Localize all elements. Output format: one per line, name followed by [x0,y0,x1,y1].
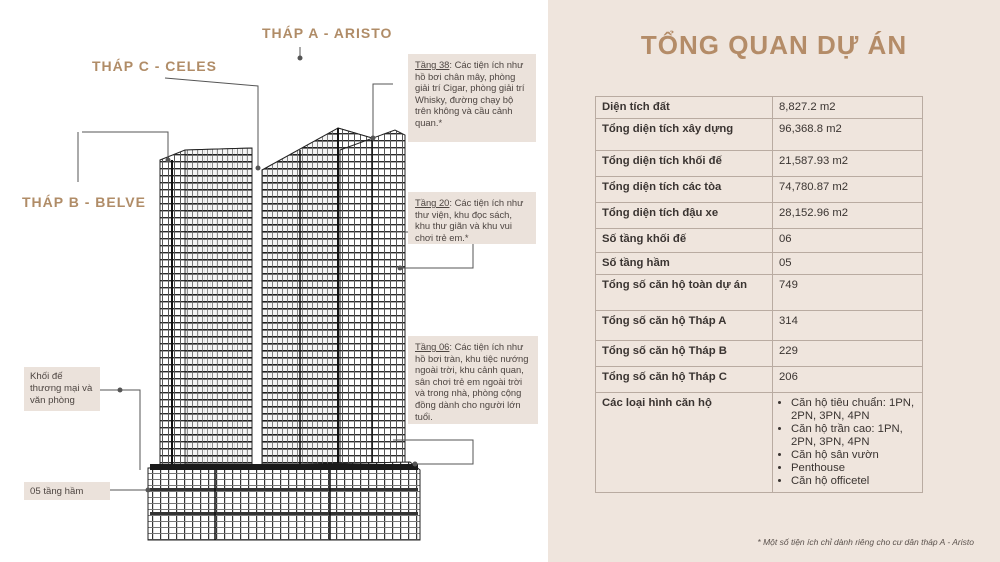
spec-value: 749 [773,275,923,311]
spec-key: Diện tích đất [596,97,773,119]
table-row [596,119,923,151]
spec-value: 8,827.2 m2 [773,97,923,119]
spec-value: 229 [773,341,923,367]
table-row [596,275,923,311]
spec-value: 21,587.93 m2 [773,151,923,177]
floor-20-label: Tầng 20 [415,197,450,208]
spec-table [595,96,923,493]
spec-value: 314 [773,311,923,341]
table-row [596,367,923,393]
apartment-types-list [779,397,916,488]
floor-06-label: Tầng 06 [415,341,450,352]
spec-key: Tổng diện tích khối đế [596,151,773,177]
spec-key: Tổng số căn hộ Tháp C [596,367,773,393]
spec-key: Tổng diện tích đậu xe [596,203,773,229]
table-row [596,203,923,229]
table-row [596,253,923,275]
callout-floor-20 [408,192,536,244]
overview-panel [548,0,1000,562]
floor-06-text: : Các tiện ích như hồ bơi tràn, khu tiệc nướng ngoài trời, khu cảnh quan, sân chơi trẻ em ngoài trời và trong nhà, phòng cộng đồng dành cho người lớn tuổi. [415,341,529,422]
table-row [596,393,923,493]
apartment-types-cell [773,393,923,493]
tower-b-label: THÁP B - BELVE [22,194,146,210]
table-row [596,229,923,253]
spec-key: Tổng diện tích xây dựng [596,119,773,151]
basement-label: 05 tầng hầm [24,482,110,500]
spec-key: Tổng số căn hộ Tháp A [596,311,773,341]
podium-label: Khối đế thương mại và văn phòng [24,367,100,411]
spec-value: 96,368.8 m2 [773,119,923,151]
list-item: • Căn hộ trần cao: 1PN, 2PN, 3PN, 4PN [791,423,916,449]
list-item: • Căn hộ tiêu chuẩn: 1PN, 2PN, 3PN, 4PN [791,397,916,423]
callout-floor-38 [408,54,536,142]
table-row [596,177,923,203]
floor-38-label: Tầng 38 [415,59,450,70]
list-item: • Penthouse [791,462,916,475]
spec-key: Tổng số căn hộ toàn dự án [596,275,773,311]
spec-value: 28,152.96 m2 [773,203,923,229]
spec-value: 206 [773,367,923,393]
spec-value: 74,780.87 m2 [773,177,923,203]
list-item: • Căn hộ sân vườn [791,449,916,462]
page-title: TỔNG QUAN DỰ ÁN [640,30,908,60]
table-row [596,311,923,341]
floor-38-text: : Các tiện ích như hồ bơi chân mây, phòng giải trí Cigar, phòng giải trí Whisky, đường chạy bộ trên không và cầu cảnh quan.* [415,59,525,128]
spec-key: Tổng diện tích các tòa [596,177,773,203]
table-row [596,97,923,119]
list-item: • Căn hộ officetel [791,475,916,488]
spec-key: Các loại hình căn hộ [596,393,773,493]
spec-value: 06 [773,229,923,253]
spec-value: 05 [773,253,923,275]
table-row [596,151,923,177]
floor-20-text: : Các tiện ích như thư viện, khu đọc sách, khu thư giãn và khu vui chơi trẻ em.* [415,197,524,243]
table-row [596,341,923,367]
tower-c-label: THÁP C - CELES [92,58,217,74]
spec-key: Tổng số căn hộ Tháp B [596,341,773,367]
tower-a-label: THÁP A - ARISTO [262,25,393,41]
spec-key: Số tầng hầm [596,253,773,275]
footnote: * Một số tiện ích chỉ dành riêng cho cư dân tháp A - Aristo [757,537,974,547]
spec-key: Số tầng khối đế [596,229,773,253]
callout-floor-06 [408,336,538,424]
